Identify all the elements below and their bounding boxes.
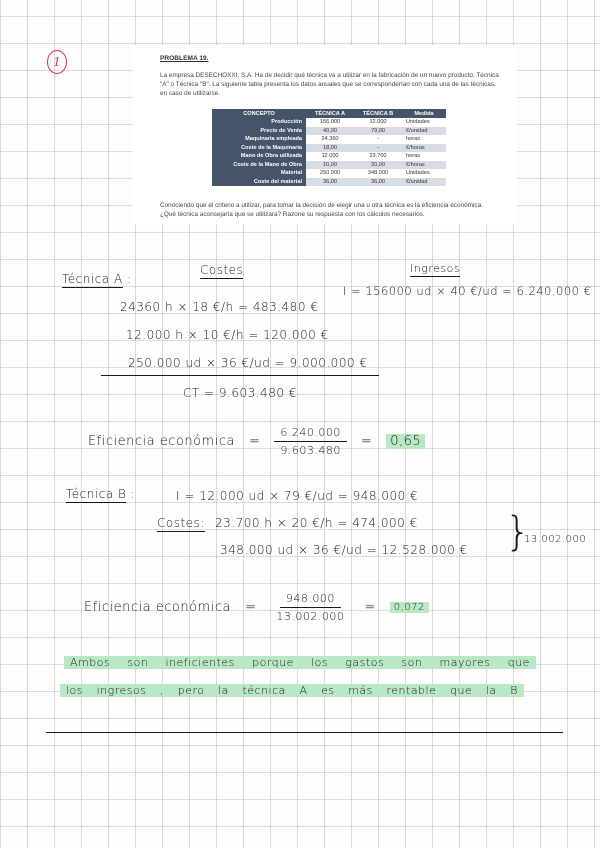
tecnica-a-heading: Técnica A : [62, 272, 132, 286]
cell-unit: Unidades [402, 169, 446, 178]
tecnica-b-cost-line: 23.700 h × 20 €/h = 474.000 € [215, 516, 418, 530]
word: B [510, 684, 518, 697]
row-label: Material [212, 169, 306, 178]
cell-unit: horas [402, 152, 446, 161]
tecnica-b-total-cost: 13.002.000 [524, 534, 587, 545]
tecnica-a-eficiencia [88, 426, 425, 457]
word: gastos [345, 656, 385, 669]
word: técnica [242, 684, 286, 697]
eficiencia-label: Eficiencia económica [84, 600, 231, 615]
table-row [212, 169, 446, 178]
cell-b: 20,00 [354, 161, 402, 170]
word: A [299, 684, 308, 697]
word: Ambos [70, 656, 111, 669]
equals-sign: = [360, 434, 373, 449]
cell-a: 24.360 [306, 135, 354, 144]
cell-b: 36,00 [354, 178, 402, 187]
tecnica-a-cost-line: 12.000 h × 10 €/h = 120.000 € [126, 328, 329, 342]
word: mayores [439, 656, 491, 669]
costes-heading: Costes [200, 263, 244, 277]
cell-unit: €/horas [402, 144, 446, 153]
word: los [311, 656, 329, 669]
word: la [218, 684, 229, 697]
tecnica-b-cost-line: 348.000 ud × 36 €/ud = 12.528.000 € [220, 543, 468, 557]
cell-a: 156.000 [306, 118, 354, 127]
ingresos-heading: Ingresos [410, 262, 461, 275]
word: pero [177, 684, 205, 697]
eficiencia-fraction [274, 426, 346, 457]
tecnica-b-ingresos-line: I = 12.000 ud × 79 €/ud = 948.000 € [176, 489, 419, 503]
table-row [212, 152, 446, 161]
tecnica-a-total-cost: CT = 9.603.480 € [183, 386, 297, 400]
tecnica-b-eficiencia [84, 592, 429, 623]
word: la [485, 684, 497, 697]
fraction-numerator: 6.240.000 [274, 426, 346, 442]
cell-a: 40,00 [306, 127, 354, 136]
row-label: Coste de la Maquinaria [212, 144, 306, 153]
cell-a: 10,00 [306, 161, 354, 170]
row-label: Mano de Obra utilizada [212, 152, 306, 161]
equals-sign: = [364, 600, 376, 615]
table-row [212, 178, 446, 187]
word: ineficientes [165, 656, 235, 669]
word: rentable [386, 684, 437, 697]
eficiencia-label: Eficiencia económica [88, 434, 235, 449]
problem-intro: La empresa DESECHOXXI, S.A. Ha de decidir qué técnica va a utilizar en la fabricación de un nuevo producto: Técnica "A" o Técnica "B". La siguiente tabla presenta los datos anuales que se corresponderían con cada una de las técnicas, en caso de utilizarse. [160, 72, 499, 97]
word: , [160, 684, 165, 697]
cell-unit: €/unidad [402, 178, 446, 187]
problem-question: Conociendo que el criterio a utilizar, para tomar la decisión de elegir una u otra técnica es la eficiencia económica. ¿Qué técnica aconsejaría que se utilizara? Razone su respuesta con los cálculos necesarios. [160, 202, 483, 218]
cell-unit: €/unidad [402, 127, 446, 136]
table-header: TÉCNICA A [306, 109, 354, 118]
problem-data-table [212, 109, 446, 186]
result-highlight: 0,65 [386, 434, 425, 449]
table-header: CONCEPTO [212, 109, 306, 118]
problem-statement-card [133, 45, 517, 224]
cell-b: 23.700 [354, 152, 402, 161]
tecnica-a-cost-line: 250.000 ud × 36 €/ud = 9.000.000 € [128, 356, 368, 370]
cell-unit: Unidades [402, 118, 446, 127]
sum-divider-line [101, 375, 379, 376]
cell-b: - [354, 135, 402, 144]
result-highlight: 0,072 [390, 602, 429, 613]
conclusion-line-2 [60, 684, 524, 697]
cell-a: 250.000 [306, 169, 354, 178]
table-row [212, 135, 446, 144]
table-row [212, 144, 446, 153]
table-row [212, 118, 446, 127]
cell-b: 348.000 [354, 169, 402, 178]
word: porque [252, 656, 294, 669]
fraction-denominator: 9.603.480 [280, 444, 341, 457]
table-row [212, 161, 446, 170]
eficiencia-fraction [270, 592, 350, 623]
equals-sign: = [248, 434, 261, 449]
word: que [449, 684, 473, 697]
equals-sign: = [244, 600, 257, 615]
fraction-numerator: 948.000 [280, 592, 341, 608]
row-label: Coste del material [212, 178, 306, 187]
cell-a: 18,00 [306, 144, 354, 153]
row-label: Producción [212, 118, 306, 127]
row-label: Precio de Venta [212, 127, 306, 136]
cell-unit: horas [402, 135, 446, 144]
cell-a: 12.000 [306, 152, 354, 161]
word: que [507, 656, 530, 669]
problem-title: PROBLEMA 19. [160, 55, 209, 62]
word: ingresos [96, 684, 147, 697]
cell-b: - [354, 144, 402, 153]
fraction-denominator: 13.002.000 [276, 610, 345, 623]
table-header: Medida [402, 109, 446, 118]
word: los [66, 684, 84, 697]
word: son [401, 656, 423, 669]
cell-unit: €/horas [402, 161, 446, 170]
table-header: TÉCNICA B [354, 109, 402, 118]
row-label: Coste de la Mano de Obra [212, 161, 306, 170]
right-brace-icon: } [505, 509, 531, 555]
table-row [212, 127, 446, 136]
page-end-line [46, 732, 563, 733]
word: más [348, 684, 373, 697]
word: son [127, 656, 149, 669]
cell-b: 12.000 [354, 118, 402, 127]
cell-a: 36,00 [306, 178, 354, 187]
tecnica-a-cost-line: 24360 h × 18 €/h = 483.480 € [120, 300, 319, 314]
conclusion-line-1 [64, 656, 536, 669]
table-header-row [212, 109, 446, 118]
page-number-marker: 1 [47, 50, 67, 74]
tecnica-b-heading: Técnica B : [66, 487, 136, 501]
cell-b: 79,00 [354, 127, 402, 136]
word: es [321, 684, 335, 697]
tecnica-b-costes-label: Costes: [157, 516, 205, 530]
tecnica-a-ingresos-line: I = 156000 ud × 40 €/ud = 6.240.000 € [343, 284, 592, 298]
row-label: Maquinaria empleada [212, 135, 306, 144]
